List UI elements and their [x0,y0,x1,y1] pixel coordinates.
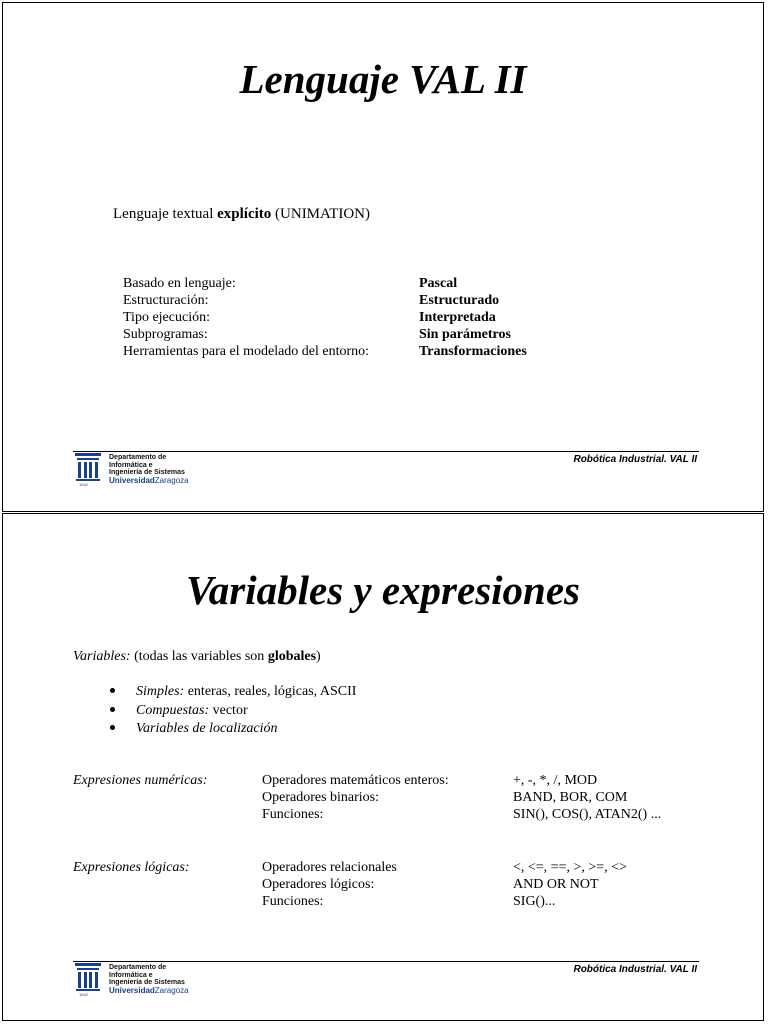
logo-year: 1542 [79,482,88,487]
properties-values [419,275,527,360]
operator-value: BAND, BOR, COM [513,790,628,805]
operator-label: Funciones: [262,894,324,909]
slide-title: Lenguaje VAL II [239,56,527,102]
slide-lenguaje-val-ii [2,2,764,512]
property-value: Sin parámetros [419,327,511,342]
variables-list [110,683,356,739]
slide-title: Variables y expresiones [185,567,581,613]
intro-prefix: Lenguaje textual [113,206,218,222]
numeric-expressions-label: Expresiones numéricas: [73,773,208,788]
property-label: Herramientas para el modelado del entorno: [123,344,370,359]
logo-line: Departamento de [109,964,167,971]
logo-line: Ingeniería de Sistemas [109,979,185,987]
property-label: Estructuración: [123,293,209,308]
logical-values [513,859,627,910]
logo-university [109,987,189,995]
slide-variables-expresiones [2,513,764,1021]
logo-line: Informática e [109,971,153,979]
variables-label: Variables: [73,649,131,664]
list-item-term: Simples: [136,684,185,699]
footer-course-title: Robótica Industrial. VAL II [573,964,697,975]
variables-line [73,648,321,665]
logo-line: Informática e [109,461,153,469]
logo-year: 1542 [79,992,88,997]
logo-line: Ingeniería de Sistemas [109,469,185,477]
list-item [110,702,356,721]
property-value: Interpretada [419,310,496,325]
intro-suffix: (UNIMATION) [271,206,371,222]
properties-labels [123,275,369,360]
list-item-term: Variables de localización [136,721,278,736]
property-label: Tipo ejecución: [123,310,210,325]
logo-city-word: Zaragoza [154,985,189,995]
logo-text [109,964,189,994]
operator-value: SIG()... [513,894,556,909]
list-item [110,683,356,702]
intro-bold: explícito [217,206,272,222]
footer-course-title: Robótica Industrial. VAL II [573,454,697,465]
variables-text: (todas las variables son [130,649,268,664]
logical-operators [262,859,397,910]
numeric-operators [262,772,449,823]
bullet-icon [110,688,115,693]
operator-label: Funciones: [262,807,324,822]
list-item-text: enteras, reales, lógicas, ASCII [184,684,357,699]
operator-label: Operadores lógicos: [262,877,375,892]
logo-university-word: Universidad [109,985,155,995]
operator-value: <, <=, ==, >, >=, <> [513,860,627,875]
logical-expressions-label: Expresiones lógicas: [73,860,190,875]
list-item-term: Compuestas: [136,702,210,718]
list-item-text: vector [209,702,248,718]
operator-label: Operadores relacionales [262,860,397,875]
variables-close: ) [316,649,321,664]
operator-value: SIN(), COS(), ATAN2() ... [513,807,662,822]
property-label: Basado en lenguaje: [123,276,236,291]
variables-bold: globales [267,649,317,664]
intro-line [113,206,370,224]
list-item [110,720,356,739]
logo-university-word: Universidad [109,475,155,485]
logo-university [109,477,189,485]
footer-divider [73,961,699,962]
logo-city-word: Zaragoza [154,475,189,485]
bullet-icon [110,725,115,730]
property-label: Subprogramas: [123,327,208,342]
numeric-values [513,772,661,823]
property-value: Transformaciones [419,344,527,359]
bullet-icon [110,707,115,712]
operator-value: AND OR NOT [513,877,599,892]
operator-label: Operadores binarios: [262,790,380,805]
property-value: Pascal [419,276,458,291]
footer-divider [73,451,699,452]
logo-line: Departamento de [109,454,167,461]
operator-value: +, -, *, /, MOD [513,773,598,788]
university-logo [75,453,205,489]
property-value: Estructurado [419,293,500,308]
operator-label: Operadores matemáticos enteros: [262,773,449,788]
university-logo [75,963,205,999]
logo-text [109,454,189,484]
